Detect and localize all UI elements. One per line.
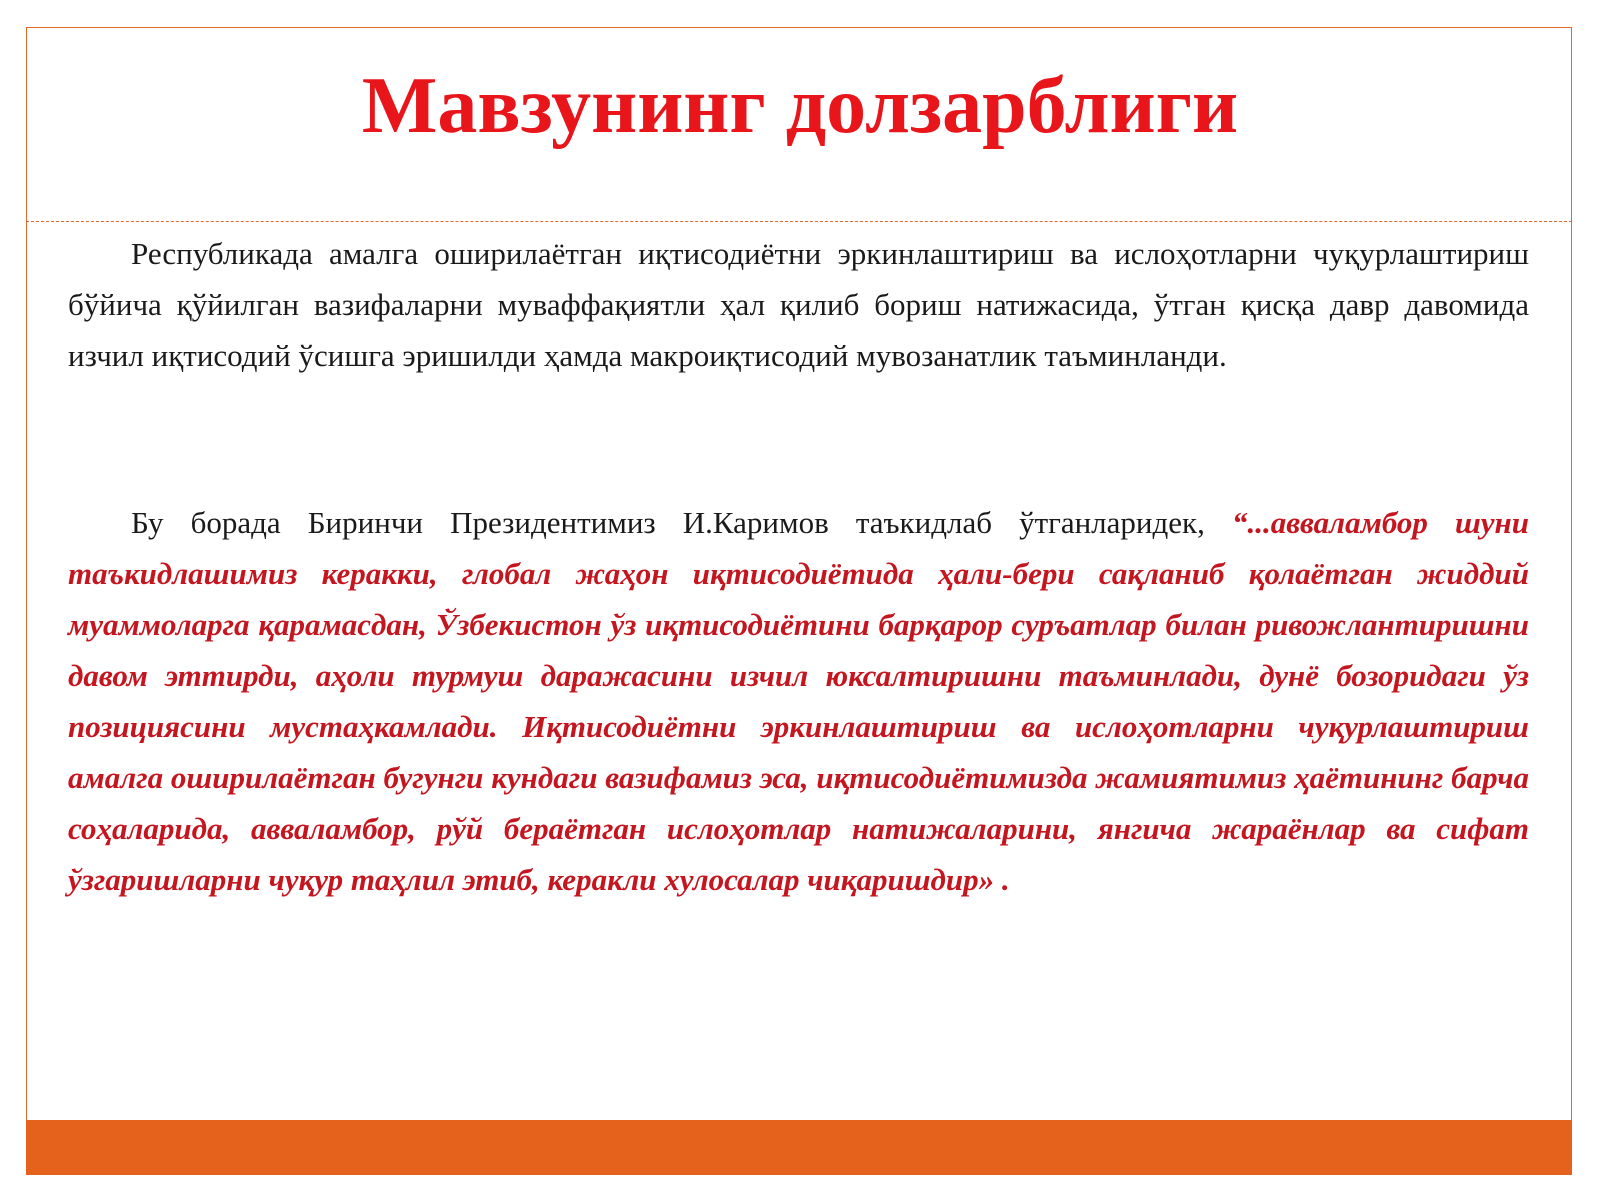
paragraph-1: Республикада амалга оширилаётган иқтисодиётни эркинлаштириш ва ислоҳотларни чуқурлаштириш бўйича қўйилган вазифаларни муваффақиятли ҳал қилиб бориш натижасида, ўтган қисқа давр давомида изчил иқтисодий ўсишга эришилди ҳамда макроиқтисодий мувозанатлик таъминланди. <box>68 236 1529 373</box>
title-divider <box>26 221 1572 222</box>
paragraph-2-intro: Бу борада Биринчи Президентимиз И.Каримов таъкидлаб ўтганларидек, <box>131 505 1232 540</box>
footer-accent-bar <box>26 1120 1572 1175</box>
paragraph-2-quote: “...авваламбор шуни таъкидлашимиз керакки, глобал жаҳон иқтисодиётида ҳали-бери сақланиб қолаётган жиддий муаммоларга қарамасдан, Ўзбекистон ўз иқтисодиётини барқарор суръатлар билан ривожлантиришни давом эттирди, аҳоли турмуш даражасини изчил юксалтиришни таъминлади, дунё бозоридаги ўз позициясини мустаҳкамлади. Иқтисодиётни эркинлаштириш ва ислоҳотларни чуқурлаштириш амалга оширилаётган бугунги кундаги вазифамиз эса, иқтисодиётимизда жамиятимиз ҳаётининг барча соҳаларида, авваламбор, рўй бераётган ислоҳотлар натижаларини, янгича жараёнлар ва сифат ўзгаришларни чуқур таҳлил этиб, керакли хулосалар чиқаришдир» . <box>68 505 1529 897</box>
paragraph-2 <box>68 497 1529 905</box>
slide-title: Мавзунинг долзарблиги <box>361 62 1239 150</box>
